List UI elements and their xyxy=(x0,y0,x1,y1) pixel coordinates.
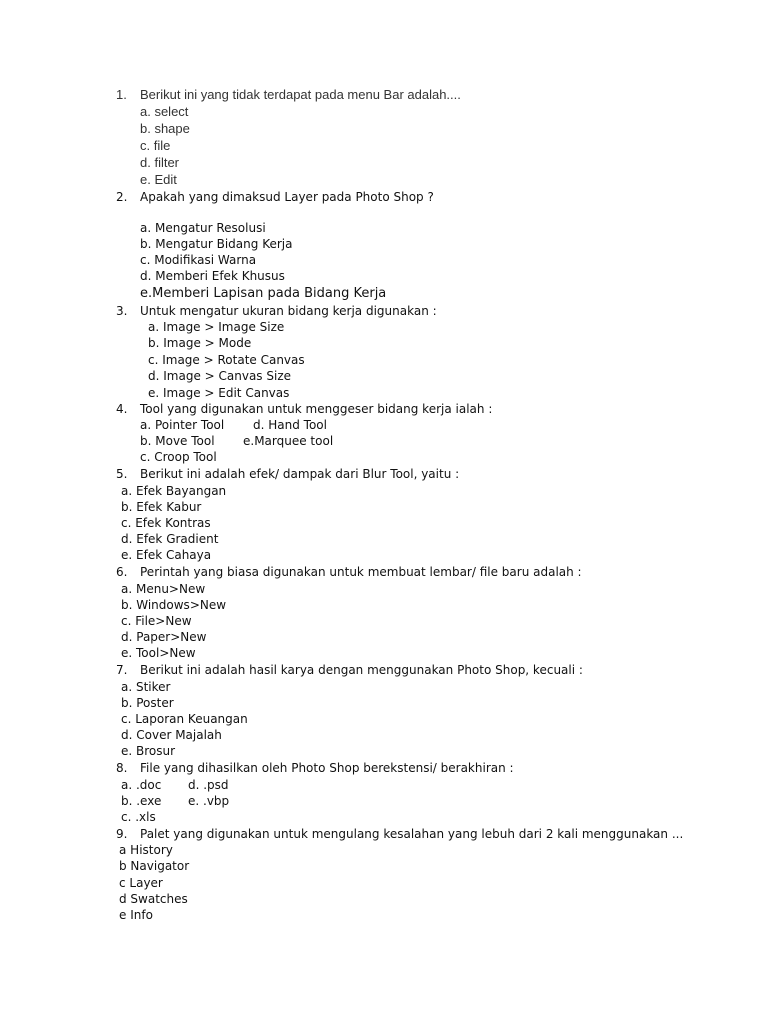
question-text: File yang dihasilkan oleh Photo Shop berekstensi/ berakhiran : xyxy=(140,761,514,775)
option: a. Stiker xyxy=(121,680,171,694)
option: d Swatches xyxy=(119,892,188,906)
option: a History xyxy=(119,843,173,857)
option: b. Move Tool xyxy=(140,434,215,448)
option: e Info xyxy=(119,908,153,922)
option: d. filter xyxy=(140,155,180,170)
option: b. Efek Kabur xyxy=(121,500,202,514)
question-number: 7. xyxy=(116,663,128,677)
option: e. Efek Cahaya xyxy=(121,548,212,562)
option: c. Croop Tool xyxy=(140,450,217,464)
option: b. Mengatur Bidang Kerja xyxy=(140,237,293,251)
question-number: 2. xyxy=(116,190,128,204)
option: d. Cover Majalah xyxy=(121,728,222,742)
option: e.Marquee tool xyxy=(243,434,334,448)
option: b Navigator xyxy=(119,859,190,873)
option: e. Tool>New xyxy=(121,646,196,660)
option: c. file xyxy=(140,138,171,153)
option: c. Laporan Keuangan xyxy=(121,712,248,726)
question-number: 5. xyxy=(116,467,128,481)
question-number: 8. xyxy=(116,761,128,775)
question-text: Berikut ini adalah hasil karya dengan menggunakan Photo Shop, kecuali : xyxy=(140,663,583,677)
option: e. .vbp xyxy=(188,794,230,808)
question-text: Berikut ini adalah efek/ dampak dari Blur Tool, yaitu : xyxy=(140,467,460,481)
option: b. Image > Mode xyxy=(148,336,252,350)
option: e. Brosur xyxy=(121,744,176,758)
option: c. .xls xyxy=(121,810,156,824)
question-text: Perintah yang biasa digunakan untuk membuat lembar/ file baru adalah : xyxy=(140,565,582,579)
option: a. Pointer Tool xyxy=(140,418,225,432)
option: d. .psd xyxy=(188,778,229,792)
option: c. Image > Rotate Canvas xyxy=(148,353,305,367)
option: b. Windows>New xyxy=(121,598,227,612)
question-number: 3. xyxy=(116,304,128,318)
question-number: 4. xyxy=(116,402,128,416)
option: b. Poster xyxy=(121,696,174,710)
question-text: Tool yang digunakan untuk menggeser bidang kerja ialah : xyxy=(140,402,493,416)
option: b. .exe xyxy=(121,794,162,808)
question-number: 6. xyxy=(116,565,128,579)
option: d. Image > Canvas Size xyxy=(148,369,292,383)
option: a. .doc xyxy=(121,778,162,792)
option: c. Modifikasi Warna xyxy=(140,253,257,267)
option: a. Efek Bayangan xyxy=(121,484,227,498)
option: a. Image > Image Size xyxy=(148,320,285,334)
option: e. Edit xyxy=(140,172,177,187)
option: c. Efek Kontras xyxy=(121,516,211,530)
option: a. Menu>New xyxy=(121,582,206,596)
option: d. Memberi Efek Khusus xyxy=(140,269,285,283)
question-text: Berikut ini yang tidak terdapat pada menu Bar adalah.... xyxy=(140,87,461,102)
option: e. Image > Edit Canvas xyxy=(148,386,290,400)
question-number: 9. xyxy=(116,827,128,841)
question-text: Apakah yang dimaksud Layer pada Photo Shop ? xyxy=(140,190,434,204)
option: d. Hand Tool xyxy=(253,418,327,432)
option: d. Efek Gradient xyxy=(121,532,219,546)
option: d. Paper>New xyxy=(121,630,207,644)
option: a. Mengatur Resolusi xyxy=(140,221,266,235)
question-text: Palet yang digunakan untuk mengulang kesalahan yang lebuh dari 2 kali menggunakan ... xyxy=(140,827,684,841)
question-text: Untuk mengatur ukuran bidang kerja digunakan : xyxy=(140,304,437,318)
option: c. File>New xyxy=(121,614,192,628)
option: e.Memberi Lapisan pada Bidang Kerja xyxy=(140,286,387,301)
option: b. shape xyxy=(140,121,190,136)
option: a. select xyxy=(140,104,189,119)
question-number: 1. xyxy=(116,87,127,102)
option: c Layer xyxy=(119,876,163,890)
